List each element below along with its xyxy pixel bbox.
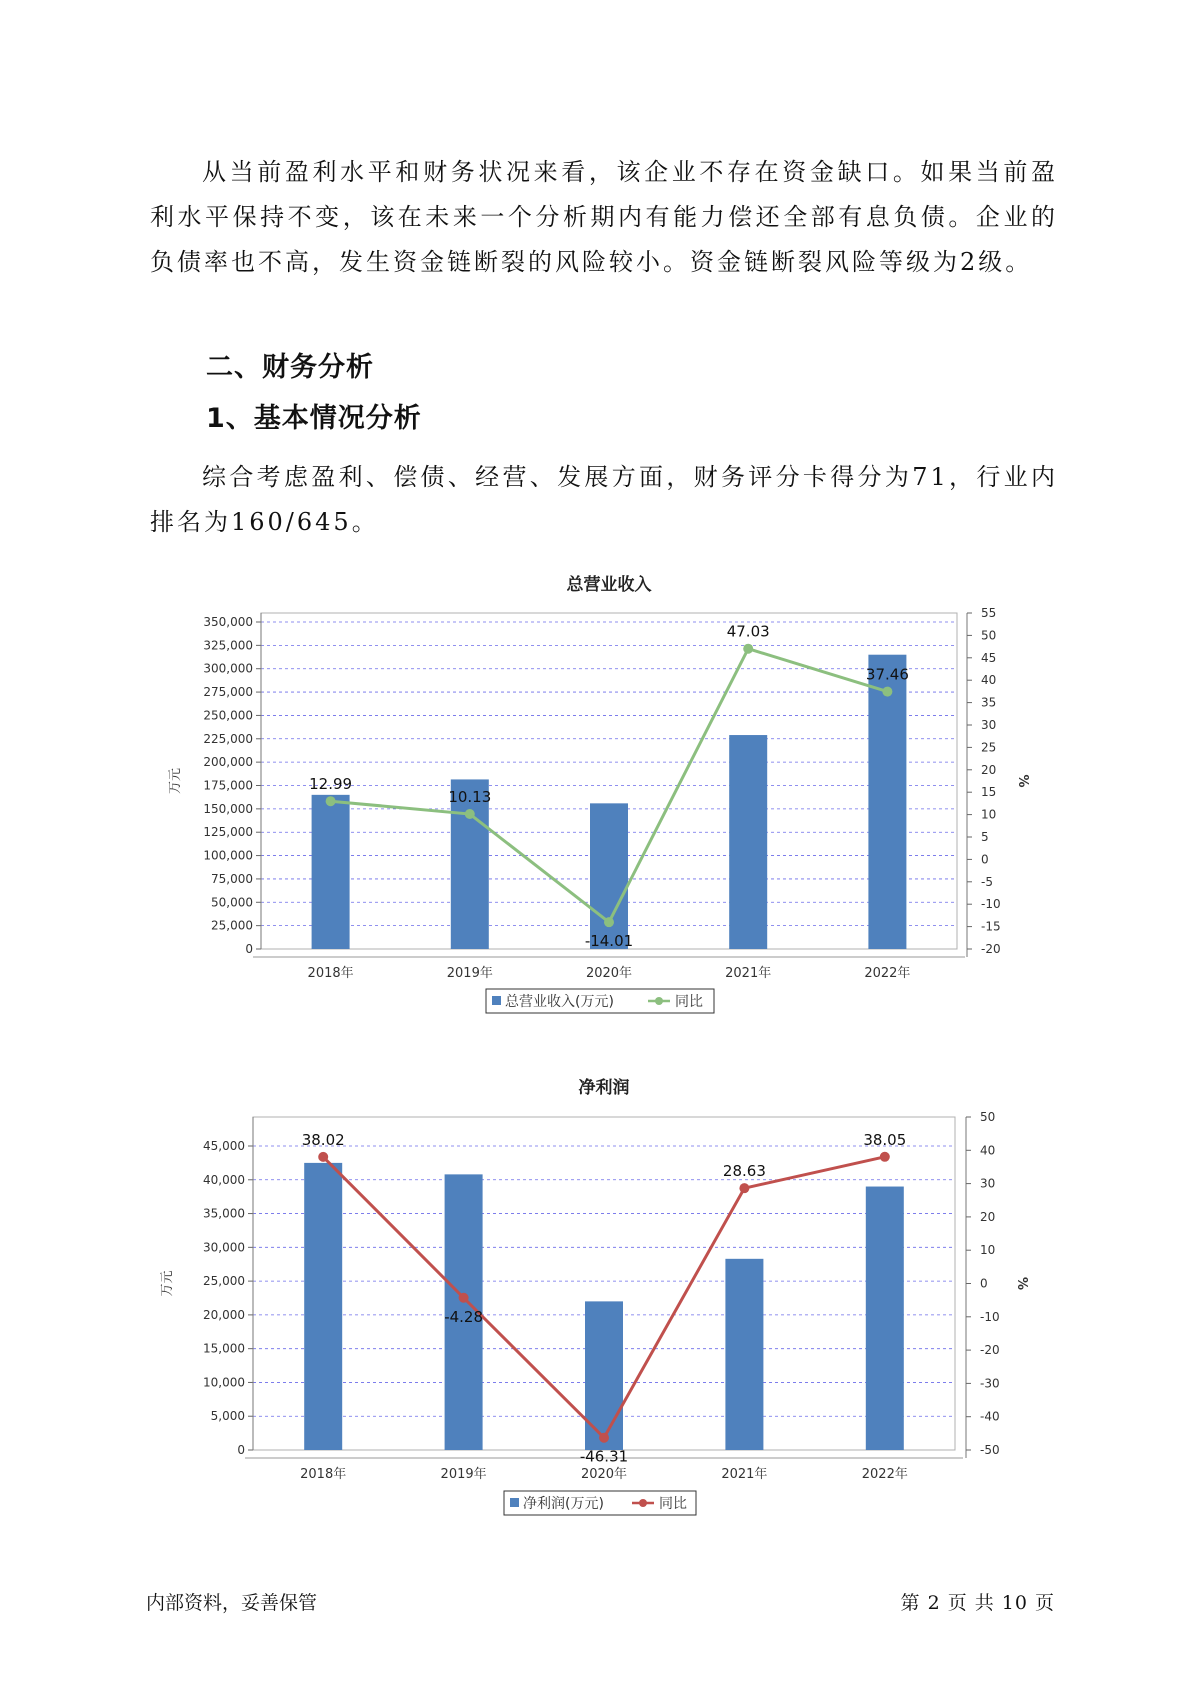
y-tick-label: 40,000 xyxy=(203,1172,245,1187)
y2-tick-label: 40 xyxy=(980,1143,996,1158)
y2-tick-label: -20 xyxy=(981,942,1001,956)
revenue-chart xyxy=(0,565,1191,1025)
chart-legend xyxy=(504,1491,696,1515)
yoy-point xyxy=(599,1433,609,1443)
y-tick-label: 15,000 xyxy=(203,1341,245,1356)
score-paragraph: 综合考虑盈利、偿债、经营、发展方面，财务评分卡得分为71，行业内排名为160/645。 xyxy=(150,463,1058,536)
y2-tick-label: 50 xyxy=(981,628,997,643)
yoy-data-label: -46.31 xyxy=(579,1447,629,1466)
net-profit-chart xyxy=(0,1063,1191,1528)
y-axis-title: 万元 xyxy=(168,767,183,795)
y2-tick-label: -15 xyxy=(981,919,1001,934)
footer-confidential: 内部资料，妥善保管 xyxy=(146,1592,318,1614)
yoy-point xyxy=(743,644,753,654)
y-tick-label: 300,000 xyxy=(203,661,253,676)
y2-tick-label: 10 xyxy=(981,807,997,822)
y-tick-label: 325,000 xyxy=(203,638,253,653)
yoy-point xyxy=(465,809,475,819)
bar-2020 xyxy=(585,1301,623,1450)
x-tick-label: 2018年 xyxy=(300,1467,347,1482)
y-tick-label: 75,000 xyxy=(211,871,253,886)
y2-tick-label: 40 xyxy=(981,673,997,688)
y2-tick-label: -5 xyxy=(981,874,993,889)
y-tick-label: 125,000 xyxy=(203,825,253,840)
y2-tick-label: -10 xyxy=(980,1309,1000,1324)
bar-2022 xyxy=(868,655,906,949)
y-axis-title: 万元 xyxy=(160,1270,175,1297)
yoy-point xyxy=(459,1293,469,1303)
y2-tick-label: 55 xyxy=(981,606,997,620)
yoy-point xyxy=(882,687,892,697)
bar-2018 xyxy=(304,1163,342,1450)
bar-2021 xyxy=(729,735,767,949)
y2-tick-label: -20 xyxy=(980,1343,1000,1358)
yoy-point xyxy=(880,1152,890,1162)
y-tick-label: 0 xyxy=(245,942,253,956)
y2-tick-label: 15 xyxy=(981,785,997,800)
y-tick-label: 45,000 xyxy=(203,1139,245,1153)
yoy-point xyxy=(739,1183,749,1193)
x-tick-label: 2022年 xyxy=(861,1467,908,1482)
y-tick-label: 35,000 xyxy=(203,1206,245,1221)
y-tick-label: 250,000 xyxy=(203,708,253,723)
y-tick-label: 5,000 xyxy=(210,1409,245,1424)
y-tick-label: 225,000 xyxy=(203,731,253,746)
y2-axis-title: % xyxy=(1015,774,1030,788)
chart-legend xyxy=(486,989,714,1013)
x-tick-label: 2021年 xyxy=(725,966,772,981)
legend-line-label: 同比 xyxy=(675,994,703,1010)
y2-tick-label: 20 xyxy=(981,762,997,777)
y-tick-label: 275,000 xyxy=(203,685,253,700)
y-tick-label: 200,000 xyxy=(203,755,253,770)
y-tick-label: 20,000 xyxy=(203,1307,245,1322)
legend-line-marker xyxy=(655,997,663,1005)
x-tick-label: 2020年 xyxy=(585,966,633,981)
y-tick-label: 10,000 xyxy=(203,1375,245,1390)
y-tick-label: 175,000 xyxy=(203,778,253,793)
x-tick-label: 2019年 xyxy=(446,966,493,981)
y2-tick-label: 50 xyxy=(980,1110,996,1124)
legend-bar-swatch xyxy=(492,996,501,1005)
chart-title: 净利润 xyxy=(578,1078,630,1098)
x-tick-label: 2022年 xyxy=(864,966,911,981)
y-tick-label: 150,000 xyxy=(203,801,253,816)
y2-tick-label: 30 xyxy=(980,1176,996,1191)
yoy-data-label: 38.02 xyxy=(301,1130,345,1149)
x-tick-label: 2018年 xyxy=(307,966,354,981)
subsection-heading: 1、基本情况分析 xyxy=(206,403,422,434)
y2-tick-label: 10 xyxy=(980,1243,996,1258)
x-tick-label: 2020年 xyxy=(580,1467,628,1482)
chart-title: 总营业收入 xyxy=(566,575,652,595)
y2-axis-title: % xyxy=(1014,1276,1029,1291)
x-tick-label: 2021年 xyxy=(721,1467,768,1482)
bar-2018 xyxy=(312,795,350,949)
legend-bar-label: 总营业收入(万元) xyxy=(505,994,614,1010)
legend-bar-swatch xyxy=(510,1498,519,1507)
y2-tick-label: 45 xyxy=(981,650,997,665)
legend-bar-label: 净利润(万元) xyxy=(523,1496,604,1512)
y2-tick-label: 0 xyxy=(980,1276,988,1291)
yoy-data-label: 12.99 xyxy=(309,775,353,794)
yoy-data-label: 10.13 xyxy=(448,788,492,807)
footer-page-number: 第 2 页 共 10 页 xyxy=(900,1592,1055,1614)
y2-tick-label: 0 xyxy=(981,852,989,867)
y2-tick-label: 5 xyxy=(981,830,989,844)
yoy-data-label: 38.05 xyxy=(863,1130,907,1149)
section-heading: 二、财务分析 xyxy=(206,352,374,383)
y2-tick-label: 30 xyxy=(981,718,997,732)
yoy-point xyxy=(326,796,336,806)
summary-paragraph: 从当前盈利水平和财务状况来看，该企业不存在资金缺口。如果当前盈利水平保持不变，该在未来一个分析期内有能力偿还全部有息负债。企业的负债率也不高，发生资金链断裂的风险较小。资金链断裂风险等级为2级。 xyxy=(150,158,1058,276)
x-tick-label: 2019年 xyxy=(440,1467,487,1482)
bar-2021 xyxy=(725,1259,763,1450)
y2-tick-label: 35 xyxy=(981,695,997,710)
y2-tick-label: -30 xyxy=(980,1376,1000,1391)
y2-tick-label: -40 xyxy=(980,1409,1000,1424)
yoy-data-label: -4.28 xyxy=(444,1307,484,1326)
yoy-point xyxy=(604,917,614,927)
bar-2022 xyxy=(866,1187,904,1450)
y2-tick-label: 20 xyxy=(980,1209,996,1224)
y-tick-label: 350,000 xyxy=(203,615,253,629)
y-tick-label: 0 xyxy=(237,1443,245,1457)
y-tick-label: 25,000 xyxy=(203,1274,245,1289)
yoy-data-label: 28.63 xyxy=(722,1162,766,1181)
y2-tick-label: -50 xyxy=(980,1443,1000,1457)
legend-line-label: 同比 xyxy=(659,1496,687,1512)
y-tick-label: 25,000 xyxy=(211,918,253,933)
y-tick-label: 100,000 xyxy=(203,848,253,863)
legend-line-marker xyxy=(639,1499,647,1507)
yoy-point xyxy=(318,1152,328,1162)
yoy-data-label: -14.01 xyxy=(584,932,634,951)
y2-tick-label: -10 xyxy=(981,897,1001,912)
y-tick-label: 50,000 xyxy=(211,895,253,910)
y2-tick-label: 25 xyxy=(981,740,997,755)
yoy-data-label: 47.03 xyxy=(726,622,770,641)
y-tick-label: 30,000 xyxy=(203,1240,245,1255)
yoy-data-label: 37.46 xyxy=(865,665,909,684)
